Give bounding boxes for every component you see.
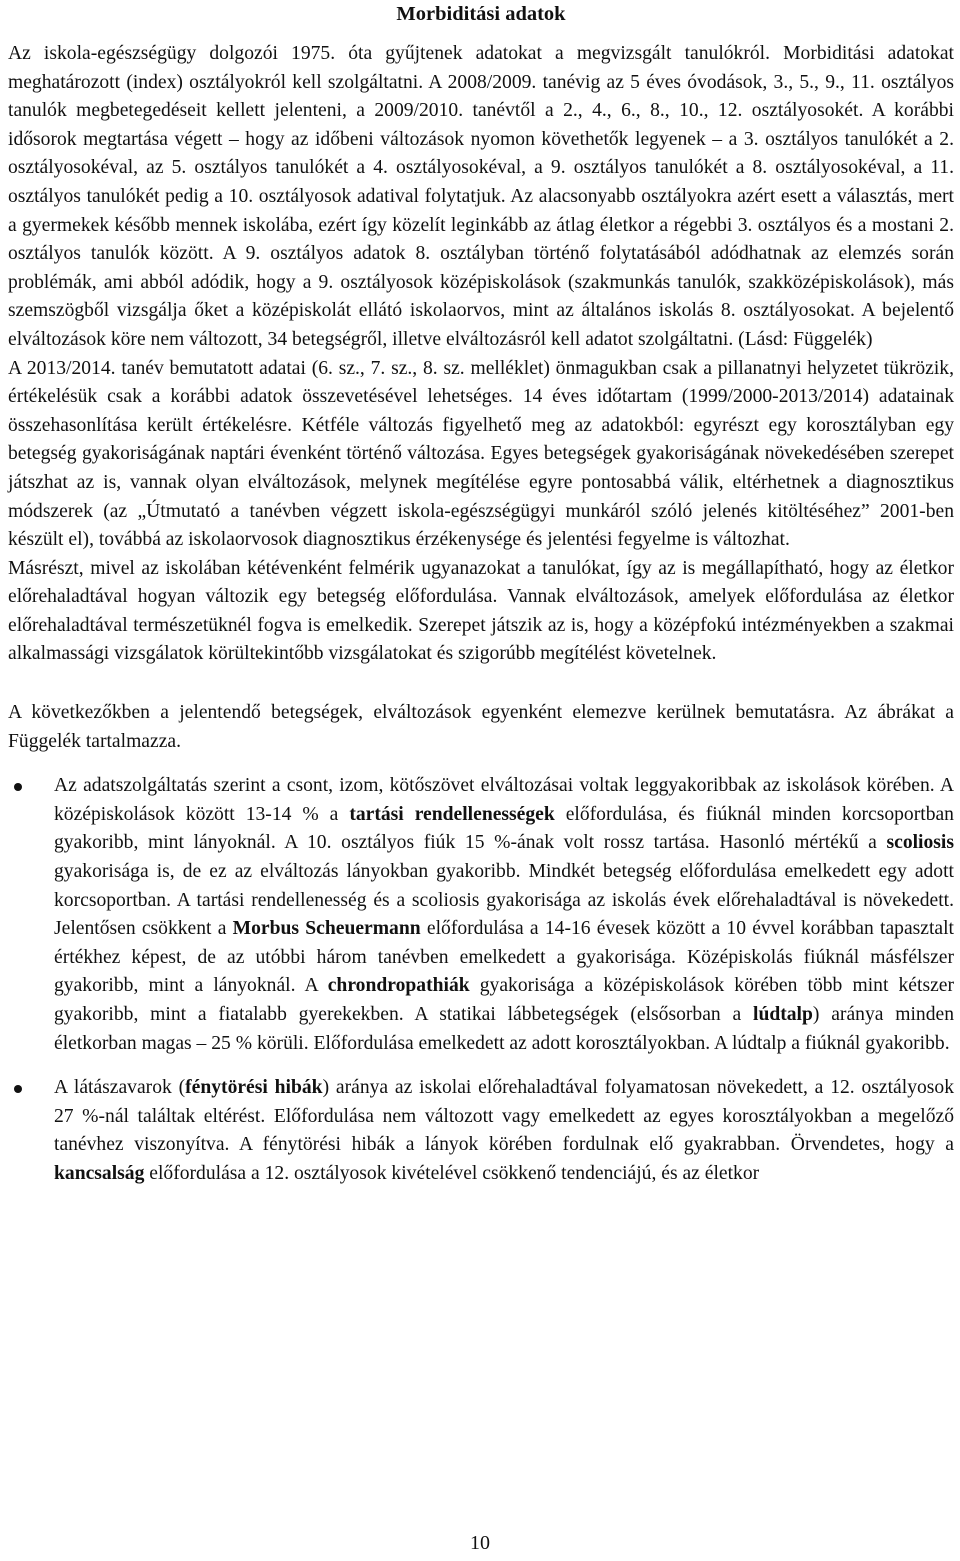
document-page [8, 0, 954, 1205]
term-bold: tartási rendellenességek [349, 803, 555, 825]
term-bold: chrondropathiák [327, 975, 470, 997]
intro-paragraph: Az iskola-egészségügy dolgozói 1975. óta gyűjtenek adatokat a megvizsgált tanulókról. Morbiditási adatokat meghatározott (index) osztályokról kell szolgáltatni. A 2008/2009. tanévig az 5 éves óvodások, 3., 5., 9., 11. osztályos tanulók megbetegedéseit kellett jelenteni, a 2009/2010. tanévtől a 2., 4., 6., 8., 10., 12. osztályosokét. A korábbi idősorok megtartása végett – hogy az időbeni változások nyomon követhetők legyenek – a 3. osztályos tanulókét a 2. osztályosokéval, az 5. osztályos tanulókét a 4. osztályosokéval, a 9. osztályos tanulókét a 8. osztályosokéval, a 11. osztályos tanulókét pedig a 10. osztályosok adatival folytatjuk. Az alacsonyabb osztályokra azért esett a választás, mert a gyermekek később mennek iskolába, ezért így közelít leginkább az átlag életkor a régebbi 3. osztályos és a mostani 2. osztályos tanulók között. A 9. osztályos adatok 8. osztályban történő folytatásából adódhatnak az elemzés során problémák, ami abból adódik, hogy a 9. osztályosok középiskolások (szakmunkás tanulók, szakközépiskolások), más szemszögből vizsgálja őket a középiskolát ellátó iskolaorvos, mint az általános iskolás 8. osztályosokat. A bejelentő elváltozások köre nem változott, 34 betegségről, illetve elváltozásról kell adatot szolgáltatni. (Lásd: Függelék) [8, 43, 954, 350]
page-title: Morbiditási adatok [396, 3, 566, 25]
bullet-icon [14, 1085, 22, 1093]
findings-list [8, 772, 954, 1188]
term-bold: kancsalság [54, 1162, 145, 1184]
term-bold: fénytörési hibák [185, 1077, 323, 1099]
term-bold: scoliosis [886, 832, 954, 854]
bullet-icon [14, 783, 22, 791]
list-item-text: Az adatszolgáltatás szerint a csont, izom, kötőszövet elváltozásai voltak leggyakoribbak az iskolások körében. A középiskolások között 13-14 % a tartási rendellenességek előfordulása, és fiúknál minden korcsoportban gyakoribb, mint lányoknál. A 10. osztályos fiúk 15 %-ának volt rossz tartása. Hasonló mértékű a scoliosis gyakorisága is, de ez az elváltozás lányokban gyakoribb. Mindkét betegség előfordulása emelkedett egy adott korcsoportban. A tartási rendellenesség és a scoliosis gyakorisága az iskolás évek előrehaladtával is növekedett. Jelentősen csökkent a Morbus Scheuermann előfordulása a 14-16 évesek között a 10 évvel korábban tapasztalt értékhez képest, de az utóbbi három tanévben emelkedett a gyakorisága. Középiskolás fiúknál másfélszer gyakoribb, mint a lányoknál. A chrondropathiák gyakorisága a középiskolások körében több mint kétszer gyakoribb, mint a fiatalabb gyerekekben. A statikai lábbetegségek (elsősorban a lúdtalp) aránya minden életkorban magas – 25 % körüli. Előfordulása emelkedett az adott korosztályokban. A lúdtalp a fiúknál gyakoribb. [54, 775, 954, 1054]
list-item-text: A látászavarok (fénytörési hibák) aránya az iskolai előrehaladtával folyamatosan növekedett, a 12. osztályosok 27 %-nál találtak eltérést. Előfordulása nem változott vagy emelkedett az egyes korosztályokban a megelőző tanévhez viszonyítva. A fénytörési hibák a lányok körében fordulnak elő gyakrabban. Örvendetes, hogy a kancsalság előfordulása a 12. osztályosok kivételével csökkenő tendenciájú, és az életkor [54, 1077, 955, 1184]
age-progression-paragraph: Másrészt, mivel az iskolában kétévenként felmérik ugyanazokat a tanulókat, így az is megállapítható, hogy az életkor előrehaladtával hogyan változik egy betegség előfordulása. Vannak elváltozások, amelyek előfordulása az életkor előrehaladtával természetüknél fogva is emelkedik. Szerepet játszik az is, hogy a középfokú intézményekben a szakmai alkalmassági vizsgálatok körültekintőbb vizsgálatokat és szigorúbb megítélést követelnek. [8, 557, 954, 665]
list-item [8, 1074, 954, 1188]
list-item [8, 772, 954, 1058]
page-number: 10 [470, 1532, 490, 1554]
term-bold: lúdtalp [753, 1004, 813, 1025]
term-bold: Morbus Scheuermann [232, 918, 421, 940]
data-evaluation-paragraph: A 2013/2014. tanév bemutatott adatai (6. sz., 7. sz., 8. sz. melléklet) önmagukban csak a pillanatnyi helyzetet tükrözik, értékelésük csak a korábbi adatok összevetésével lehetséges. 14 éves időtartam (1999/2000-2013/2014) adatainak összehasonlítása került értékelésre. Kétféle változás figyelhető meg az adatokból: egyrészt egy korosztályban egy betegség gyakoriságának naptári évenként történő változása. Egyes betegségek gyakoriságának növekedésében szerepet játszhat az is, vannak olyan elváltozások, melynek megítélése egyre pontosabbá válik, eltérhetnek a diagnosztikus módszerek (az „Útmutató a tanévben végzett iskola-egészségügyi munkáról szóló jelenés kitöltéséhez” 2001-ben készült el), továbbá az iskolaorvosok diagnosztikus érzékenysége és jelentési fegyelme is változhat. [8, 357, 954, 551]
appendix-note-paragraph: A következőkben a jelentendő betegségek, elváltozások egyenként elemezve kerülnek bemutatásra. Az ábrákat a Függelék tartalmazza. [8, 702, 954, 752]
